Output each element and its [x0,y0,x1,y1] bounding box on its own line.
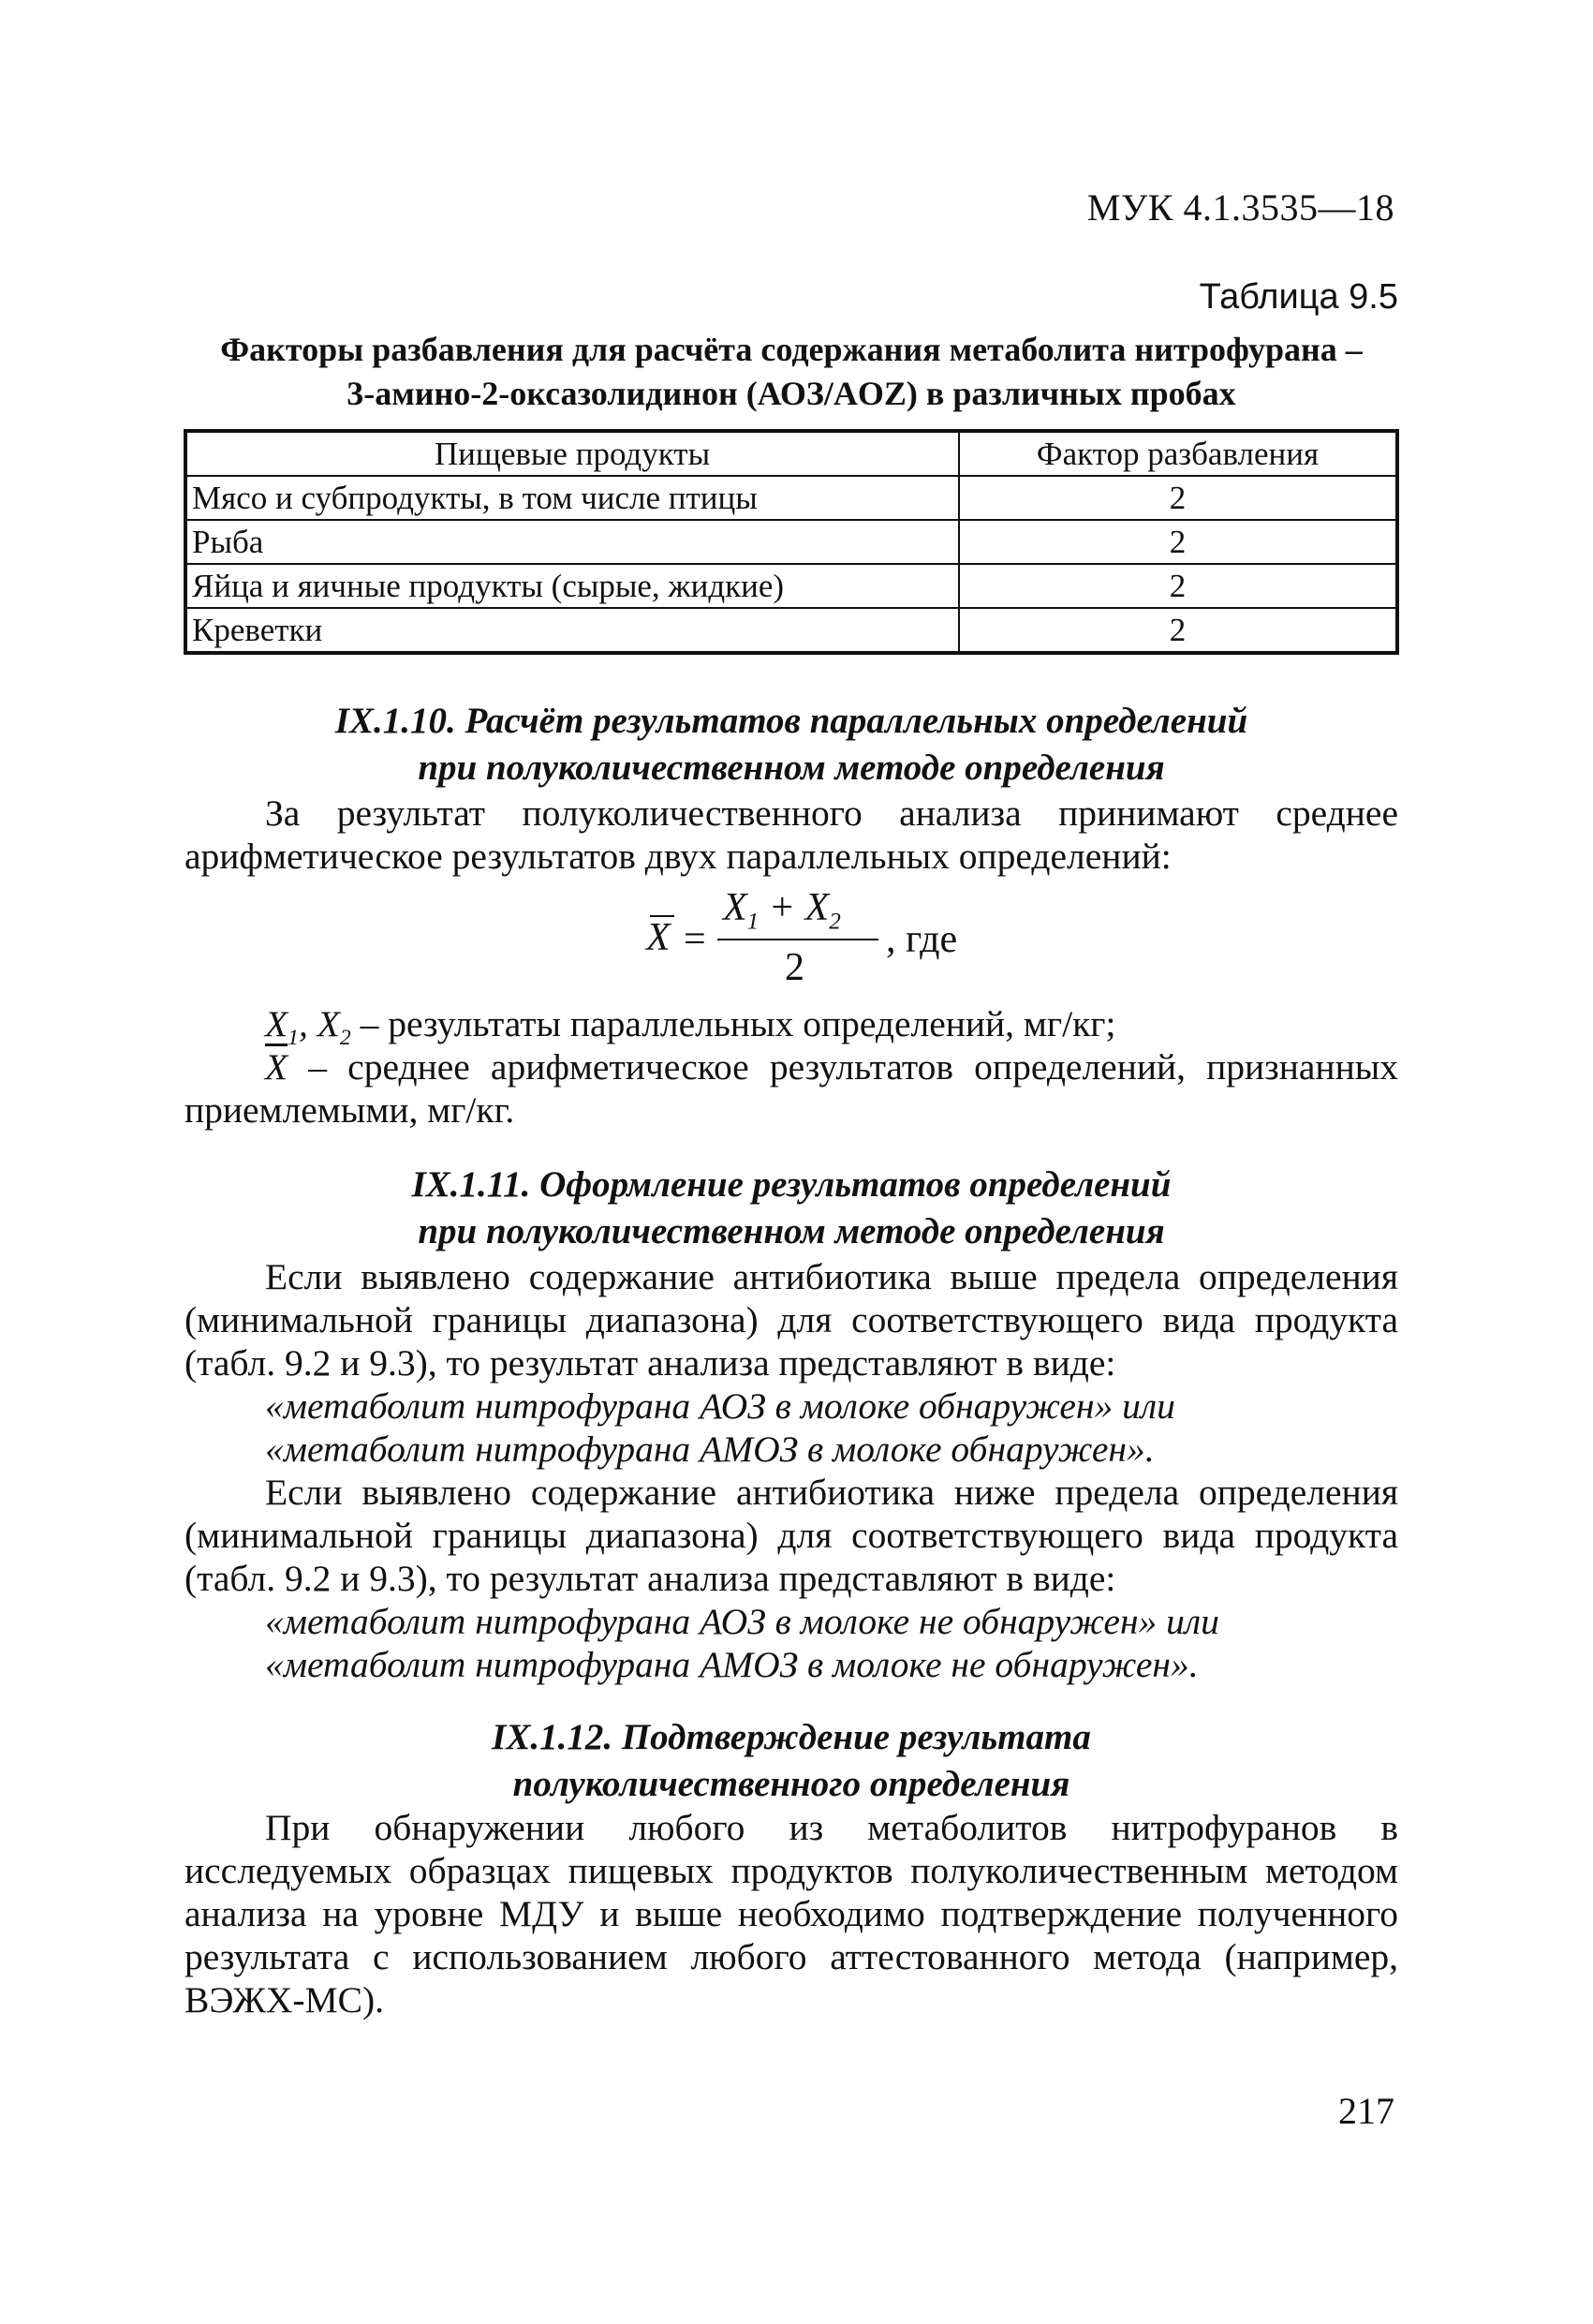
quote-text: «метаболит нитрофурана АМОЗ в молоке не обнаружен». [265,1644,1199,1685]
quote-amoz-detected [265,1428,1155,1471]
table-row [185,608,1397,653]
section-1-11-paragraph-1: Если выявлено содержание антибиотика выше предела определения (минимальной границы диапазона) для соответствующего вида продукта (табл. 9.2 и 9.3), то результат анализа представляют в виде: [184,1256,1398,1384]
quote-aoz-detected [265,1384,1175,1428]
table-title-line-1: Факторы разбавления для расчёта содержания метаболита нитрофурана – [220,331,1363,368]
table-header-row [185,431,1397,476]
section-1-12-heading [183,1714,1400,1808]
heading-line-2: при полуколичественном методе определения [418,1211,1165,1251]
table-number: Таблица 9.5 [1199,277,1398,317]
document-code: МУК 4.1.3535—18 [1086,186,1394,229]
table-title-line-2: 3-амино-2-оксазолидинон (АОЗ/AOZ) в различных пробах [347,375,1236,412]
table-row [185,520,1397,564]
cell-factor: 2 [959,520,1397,564]
cell-product: Креветки [185,608,959,653]
quote-text: «метаболит нитрофурана АОЗ в молоке обнаружен» или [265,1385,1175,1427]
section-1-11-heading [183,1162,1400,1255]
formula-numerator: $X_1 + X_2$ [723,886,841,935]
page-number: 217 [1338,2090,1394,2132]
definition-symbol: $\overline{X}$ [265,1046,288,1088]
heading-line-1: IX.1.10. Расчёт результатов параллельных определений [334,701,1248,741]
cell-factor: 2 [959,564,1397,608]
heading-line-1: IX.1.11. Оформление результатов определений [411,1164,1172,1205]
formula-suffix: , где [886,918,958,961]
cell-product: Рыба [185,520,959,564]
quote-text: «метаболит нитрофурана АМОЗ в молоке обнаружен». [265,1428,1155,1470]
section-1-11-paragraph-2: Если выявлено содержание антибиотика ниже предела определения (минимальной границы диапазона) для соответствующего вида продукта (табл. 9.2 и 9.3), то результат анализа представляют в виде: [184,1472,1398,1599]
section-1-12-paragraph: При обнаружении любого из метаболитов нитрофуранов в исследуемых образцах пищевых продуктов полуколичественным методом анализа на уровне МДУ и выше необходимо подтверждение полученного результата с использованием любого аттестованного метода (например, ВЭЖХ-МС). [184,1807,1398,2021]
definition-text: – среднее арифметическое результатов определений, признанных приемлемыми, мг/кг. [184,1046,1398,1131]
overline-mark [650,915,674,917]
definition-text: – результаты параллельных определений, мг/кг; [350,1003,1116,1044]
definition-symbols: $X_1$, $X_2$ [265,1003,351,1050]
cell-product: Яйца и яичные продукты (сырые, жидкие) [185,564,959,608]
heading-line-2: полуколичественного определения [512,1764,1070,1804]
heading-line-1: IX.1.12. Подтверждение результата [492,1717,1091,1757]
table-row [185,564,1397,608]
heading-line-2: при полуколичественном методе определения [418,748,1165,788]
formula-lhs: X [646,916,671,959]
table-row [185,476,1397,520]
cell-factor: 2 [959,608,1397,653]
section-1-10-paragraph: За результат полуколичественного анализа принимают среднее арифметическое результатов двух параллельных определений: [184,792,1398,877]
mean-formula [646,886,1040,998]
dilution-factors-table [184,429,1399,655]
quote-aoz-not-detected [265,1600,1219,1643]
cell-product: Мясо и субпродукты, в том числе птицы [185,476,959,520]
quote-text: «метаболит нитрофурана АОЗ в молоке не обнаружен» или [265,1601,1219,1642]
column-header-product: Пищевые продукты [185,431,959,476]
quote-amoz-not-detected [265,1643,1199,1686]
column-header-factor: Фактор разбавления [959,431,1397,476]
fraction-bar [717,939,878,940]
formula-equals: = [684,918,706,961]
cell-factor: 2 [959,476,1397,520]
definition-x-mean [184,1045,1398,1132]
table-title [183,328,1400,416]
section-1-10-heading [183,698,1400,792]
formula-denominator: 2 [785,946,804,989]
